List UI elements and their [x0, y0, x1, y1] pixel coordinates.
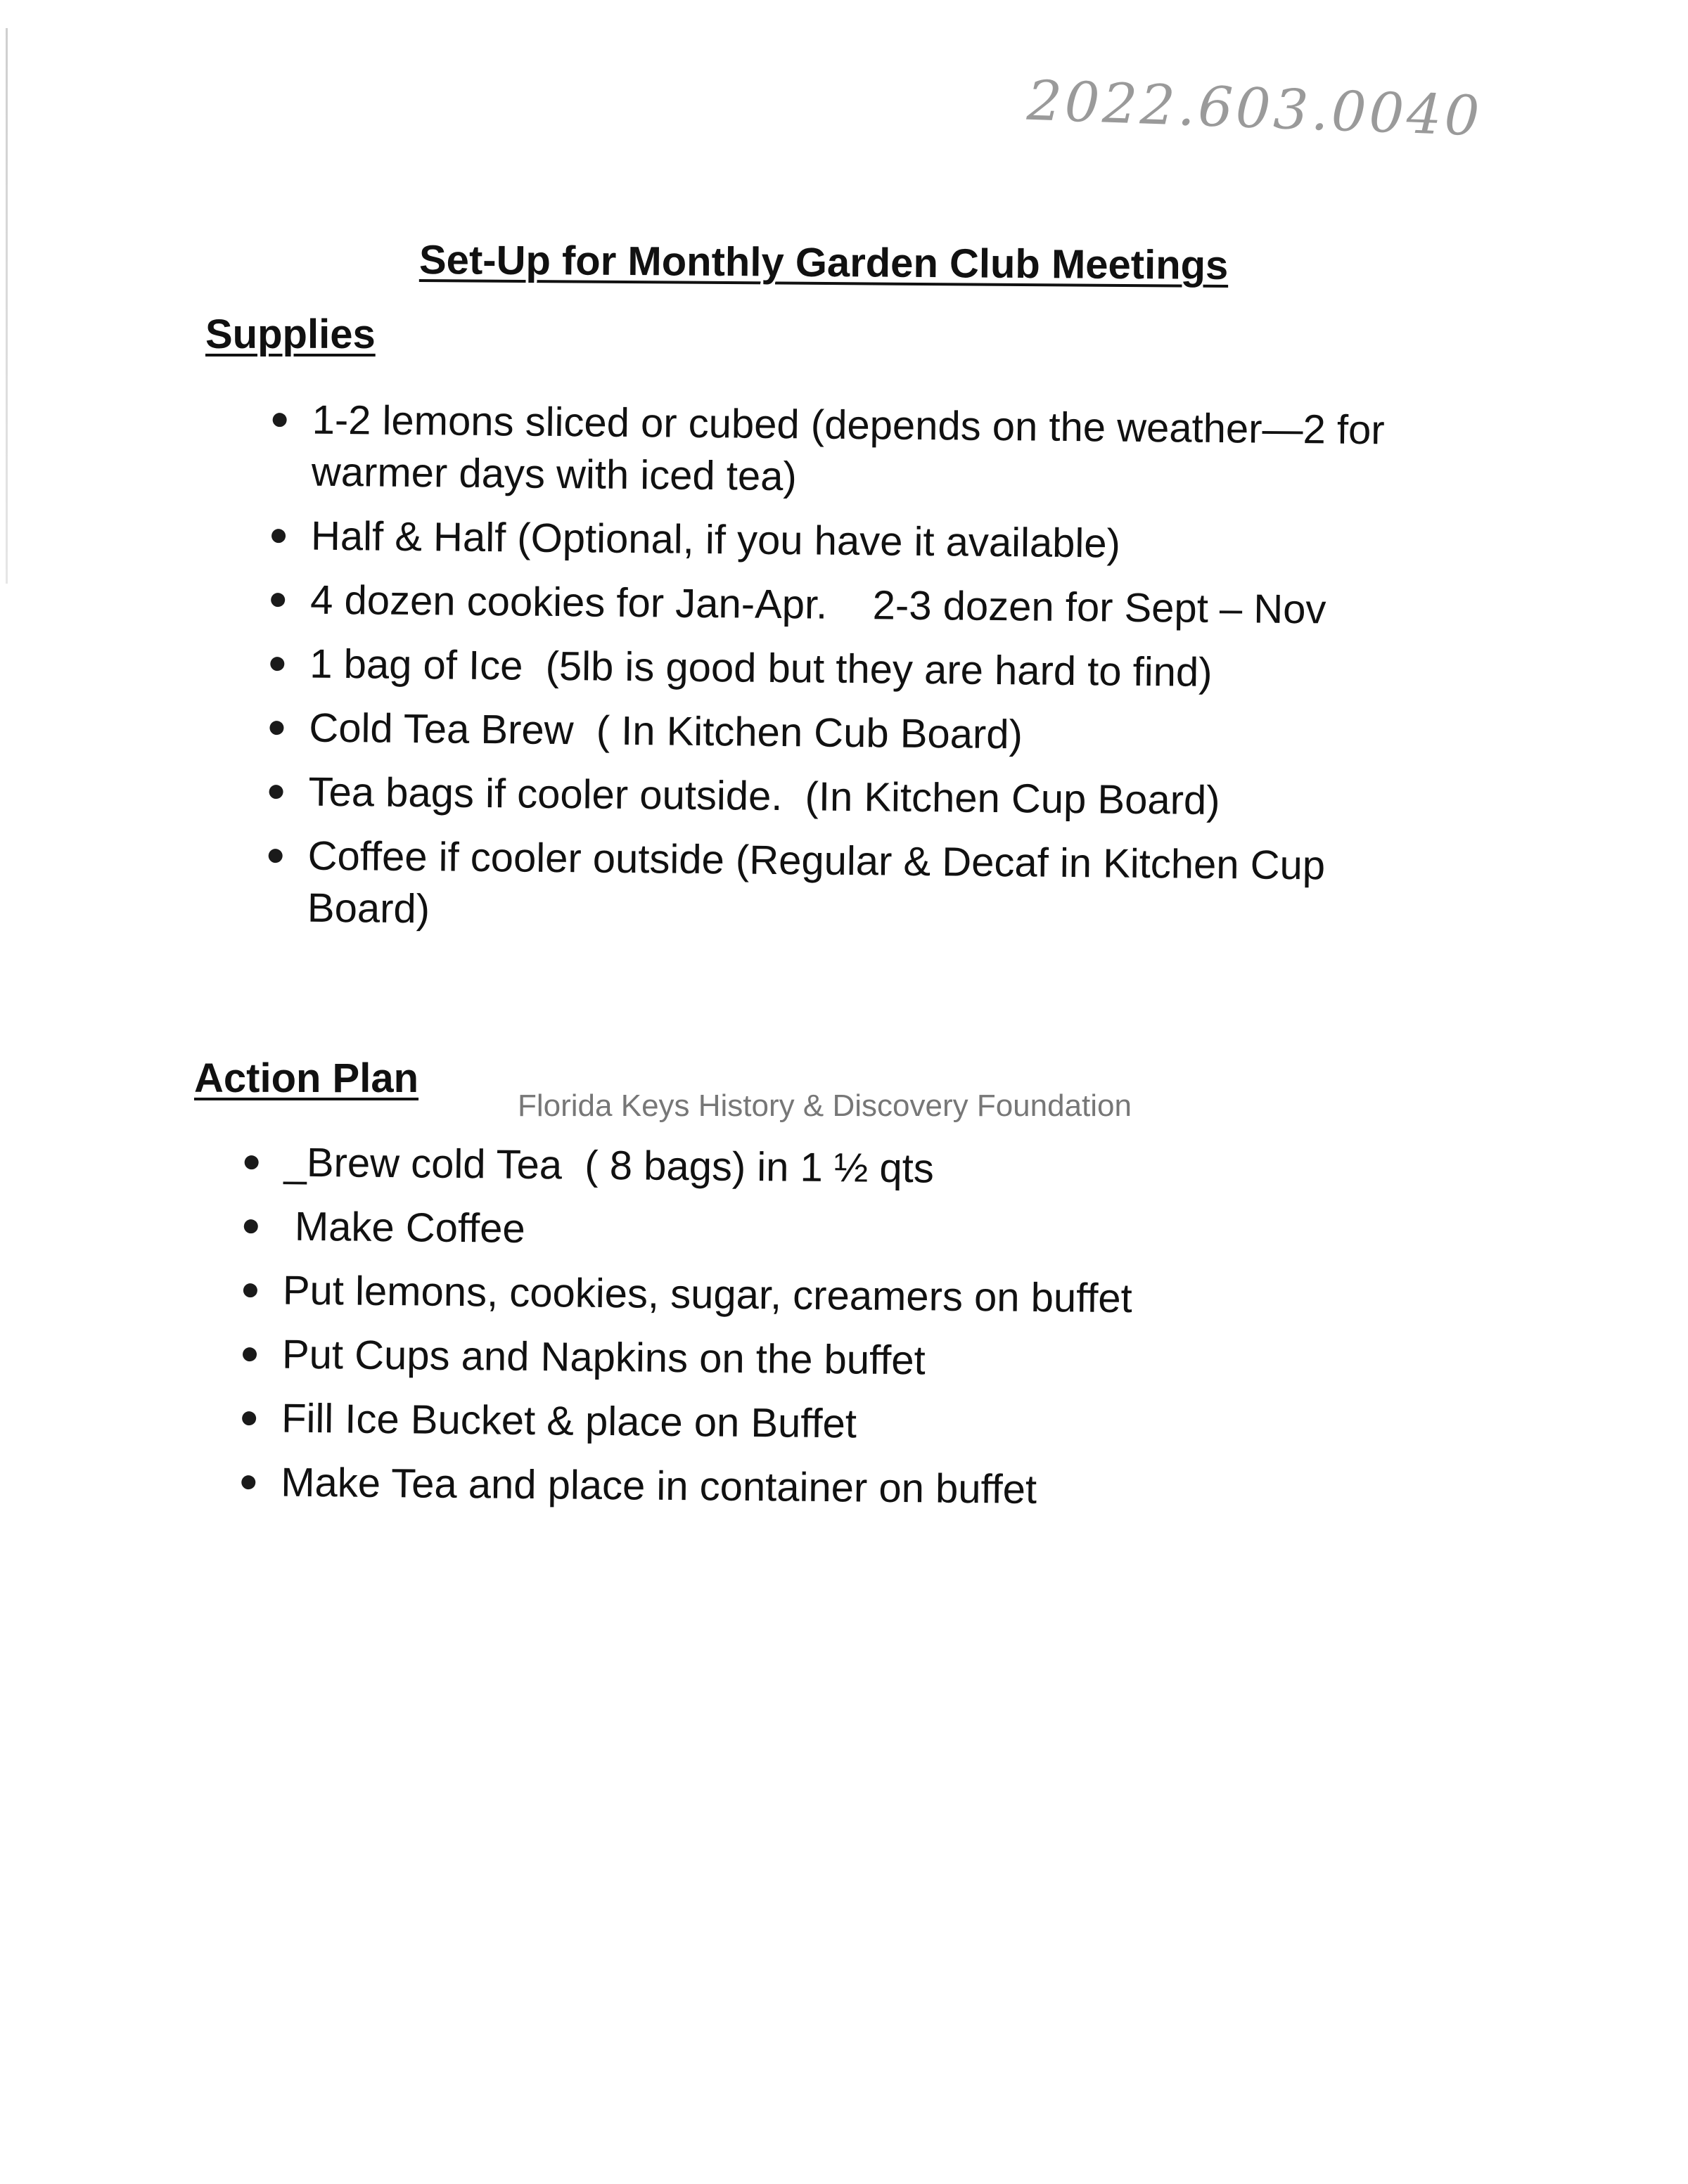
list-item — [238, 1136, 1294, 1198]
bullet-icon — [243, 1283, 257, 1297]
bullet-icon — [242, 1411, 256, 1425]
list-item — [265, 574, 1462, 637]
bullet-icon — [269, 785, 283, 799]
action-plan-list — [236, 1136, 1294, 1530]
list-item — [236, 1392, 1292, 1454]
list-item — [264, 638, 1461, 701]
supply-text: 1-2 lemons sliced or cubed (depends on the weather—2 for warmer days with iced tea) — [311, 397, 1385, 500]
bullet-icon — [273, 413, 287, 427]
document-title: Set-Up for Monthly Garden Club Meetings — [418, 236, 1229, 289]
supply-text: Half & Half (Optional, if you have it available) — [310, 513, 1121, 567]
action-text: _Brew cold Tea ( 8 bags) in 1 ½ qts — [283, 1139, 935, 1192]
supply-text: Cold Tea Brew ( In Kitchen Cub Board) — [309, 705, 1023, 758]
action-text: Make Tea and place in container on buffet — [280, 1459, 1037, 1512]
list-item — [238, 1264, 1293, 1326]
bullet-icon — [245, 1155, 259, 1169]
bullet-icon — [270, 657, 284, 671]
supply-text: Tea bags if cooler outside. (In Kitchen Cup Board) — [308, 769, 1220, 824]
supplies-heading: Supplies — [205, 311, 376, 357]
list-item — [237, 1328, 1293, 1390]
supply-text: 4 dozen cookies for Jan-Apr. 2-3 dozen for Sept – Nov — [309, 577, 1326, 633]
bullet-icon — [271, 593, 285, 607]
foundation-watermark: Florida Keys History & Discovery Foundation — [518, 1088, 1132, 1123]
list-item — [262, 830, 1459, 945]
bullet-icon — [243, 1347, 257, 1361]
action-text: Put Cups and Napkins on the buffet — [281, 1331, 926, 1384]
supply-text: 1 bag of Ice (5lb is good but they are hard to find) — [309, 641, 1213, 695]
list-item — [266, 510, 1462, 573]
bullet-icon — [269, 849, 283, 863]
list-item — [236, 1456, 1291, 1518]
bullet-icon — [244, 1219, 258, 1233]
bullet-icon — [241, 1475, 255, 1489]
action-text: Make Coffee — [283, 1203, 525, 1252]
scan-edge-line — [6, 28, 8, 584]
bullet-icon — [271, 529, 286, 543]
supply-text: Coffee if cooler outside (Regular & Decaf in Kitchen Cup Board) — [307, 833, 1326, 932]
list-item — [264, 702, 1460, 765]
action-text: Fill Ice Bucket & place on Buffet — [281, 1395, 857, 1447]
action-plan-heading: Action Plan — [194, 1055, 419, 1101]
accession-number: 2022.603.0040 — [1025, 69, 1483, 149]
list-item — [263, 766, 1459, 829]
list-item — [238, 1200, 1293, 1262]
bullet-icon — [269, 721, 283, 735]
supplies-list — [262, 394, 1462, 957]
list-item — [267, 394, 1463, 509]
action-text: Put lemons, cookies, sugar, creamers on buffet — [282, 1267, 1133, 1322]
